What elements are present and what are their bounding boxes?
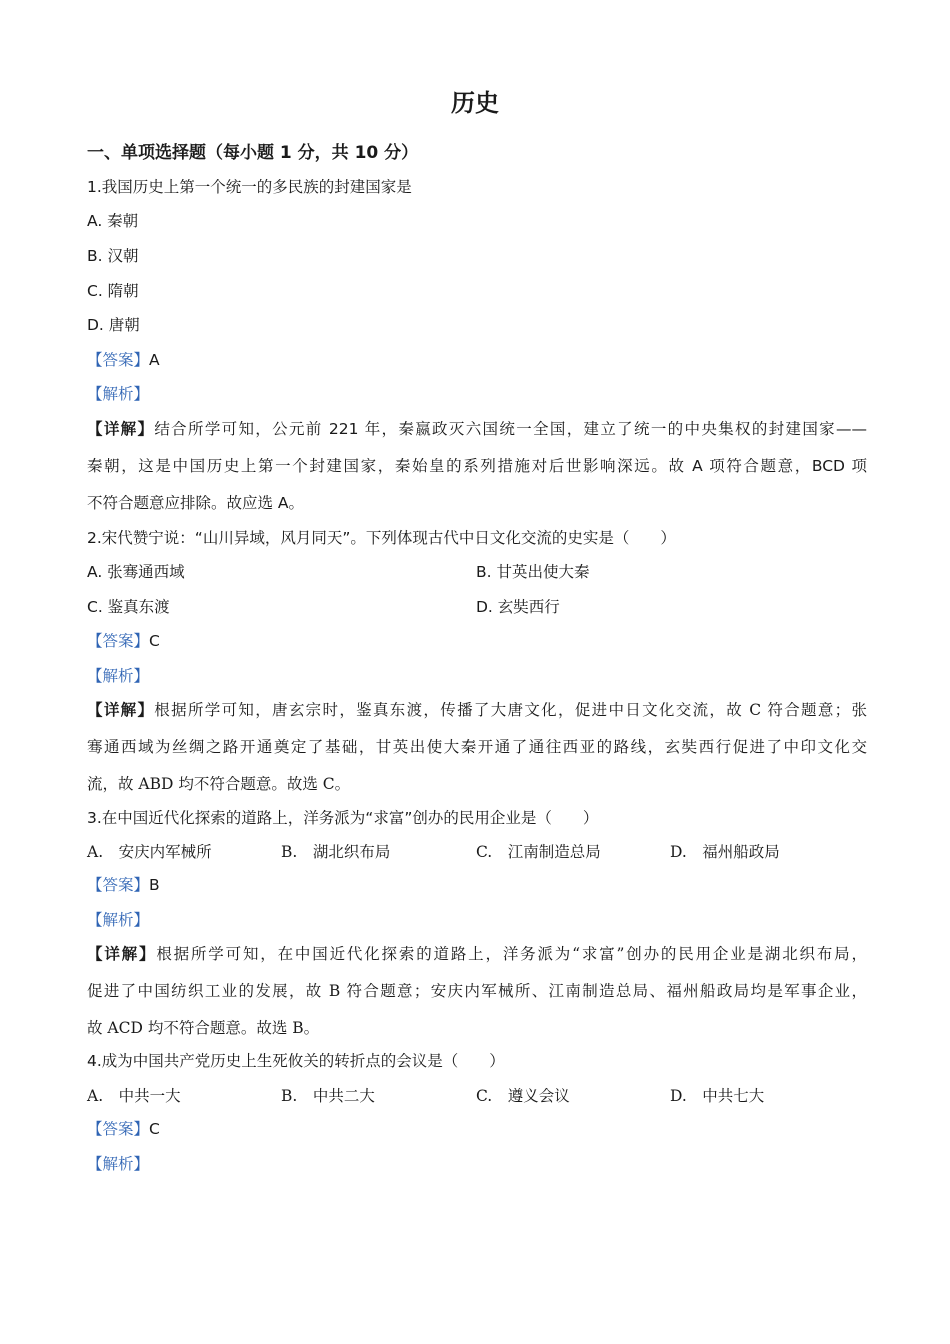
analysis-tag: 【解析】 [87, 911, 150, 929]
question-1-detail-line-2: 秦朝，这是中国历史上第一个封建国家，秦始皇的系列措施对后世影响深远。故 A 项符合题意，BCD 项 [87, 457, 867, 475]
question-3-option-d: D. 福州船政局 [670, 843, 780, 861]
section-heading: 一、单项选择题（每小题 1 分，共 10 分） [87, 143, 419, 163]
question-2-analysis-tag [87, 665, 867, 687]
answer-value: A [149, 351, 160, 369]
answer-value: C [149, 632, 160, 650]
question-1-stem: 1.我国历史上第一个统一的多民族的封建国家是 [87, 178, 412, 196]
question-2-option-d: D. 玄奘西行 [476, 598, 560, 616]
question-2-stem: 2.宋代赞宁说：“山川异域，风月同天”。下列体现古代中日文化交流的史实是（ ） [87, 529, 676, 547]
answer-tag: 【答案】 [87, 632, 150, 650]
question-1-option-b: B. 汉朝 [87, 247, 139, 265]
question-4-option-c: C. 遵义会议 [476, 1087, 570, 1105]
question-3-answer [87, 874, 867, 896]
question-3-detail-line-1 [87, 943, 867, 965]
detail-tag: 【详解】 [87, 945, 157, 963]
question-1-answer [87, 349, 867, 371]
analysis-tag: 【解析】 [87, 667, 150, 685]
question-1-detail-line-1 [87, 418, 867, 440]
question-4-stem: 4.成为中国共产党历史上生死攸关的转折点的会议是（ ） [87, 1052, 505, 1070]
question-3-detail-line-3: 故 ACD 均不符合题意。故选 B。 [87, 1019, 320, 1037]
detail-text: 根据所学可知，唐玄宗时，鉴真东渡，传播了大唐文化，促进中日文化交流，故 C 符合题意；张 [154, 701, 867, 719]
question-1-option-d: D. 唐朝 [87, 316, 140, 334]
question-1-option-c: C. 隋朝 [87, 282, 139, 300]
question-2-detail-line-3: 流，故 ABD 均不符合题意。故选 C。 [87, 775, 351, 793]
question-2-option-c: C. 鉴真东渡 [87, 598, 170, 616]
question-4-option-a: A. 中共一大 [87, 1087, 181, 1105]
question-2-option-b: B. 甘英出使大秦 [476, 563, 590, 581]
question-1-analysis-tag [87, 383, 867, 405]
analysis-tag: 【解析】 [87, 1155, 150, 1173]
detail-text: 结合所学可知，公元前 221 年，秦嬴政灭六国统一全国，建立了统一的中央集权的封建国家—— [154, 420, 867, 438]
detail-tag: 【详解】 [87, 420, 155, 438]
detail-text: 根据所学可知，在中国近代化探索的道路上，洋务派为“求富”创办的民用企业是湖北织布局， [156, 945, 867, 963]
question-3-detail-line-2: 促进了中国纺织工业的发展，故 B 符合题意；安庆内军械所、江南制造总局、福州船政局均是军事企业， [87, 982, 867, 1000]
question-2-detail-line-2: 骞通西域为丝绸之路开通奠定了基础，甘英出使大秦开通了通往西亚的路线，玄奘西行促进了中印文化交 [87, 738, 867, 756]
answer-tag: 【答案】 [87, 1120, 150, 1138]
question-2-detail-line-1 [87, 699, 867, 721]
question-3-stem: 3.在中国近代化探索的道路上，洋务派为“求富”创办的民用企业是（ ） [87, 809, 599, 827]
answer-tag: 【答案】 [87, 351, 150, 369]
question-4-analysis-tag [87, 1153, 867, 1175]
answer-value: B [149, 876, 160, 894]
page-title: 历史 [451, 89, 499, 117]
question-2-answer [87, 630, 867, 652]
answer-value: C [149, 1120, 160, 1138]
question-4-option-b: B. 中共二大 [281, 1087, 375, 1105]
question-3-analysis-tag [87, 909, 867, 931]
detail-tag: 【详解】 [87, 701, 155, 719]
question-4-answer [87, 1118, 867, 1140]
question-3-option-b: B. 湖北织布局 [281, 843, 391, 861]
question-3-option-c: C. 江南制造总局 [476, 843, 601, 861]
question-3-option-a: A. 安庆内军械所 [87, 843, 212, 861]
question-2-option-a: A. 张骞通西域 [87, 563, 185, 581]
question-1-option-a: A. 秦朝 [87, 212, 139, 230]
analysis-tag: 【解析】 [87, 385, 150, 403]
answer-tag: 【答案】 [87, 876, 150, 894]
question-4-option-d: D. 中共七大 [670, 1087, 765, 1105]
question-1-detail-line-3: 不符合题意应排除。故应选 A。 [87, 494, 305, 512]
